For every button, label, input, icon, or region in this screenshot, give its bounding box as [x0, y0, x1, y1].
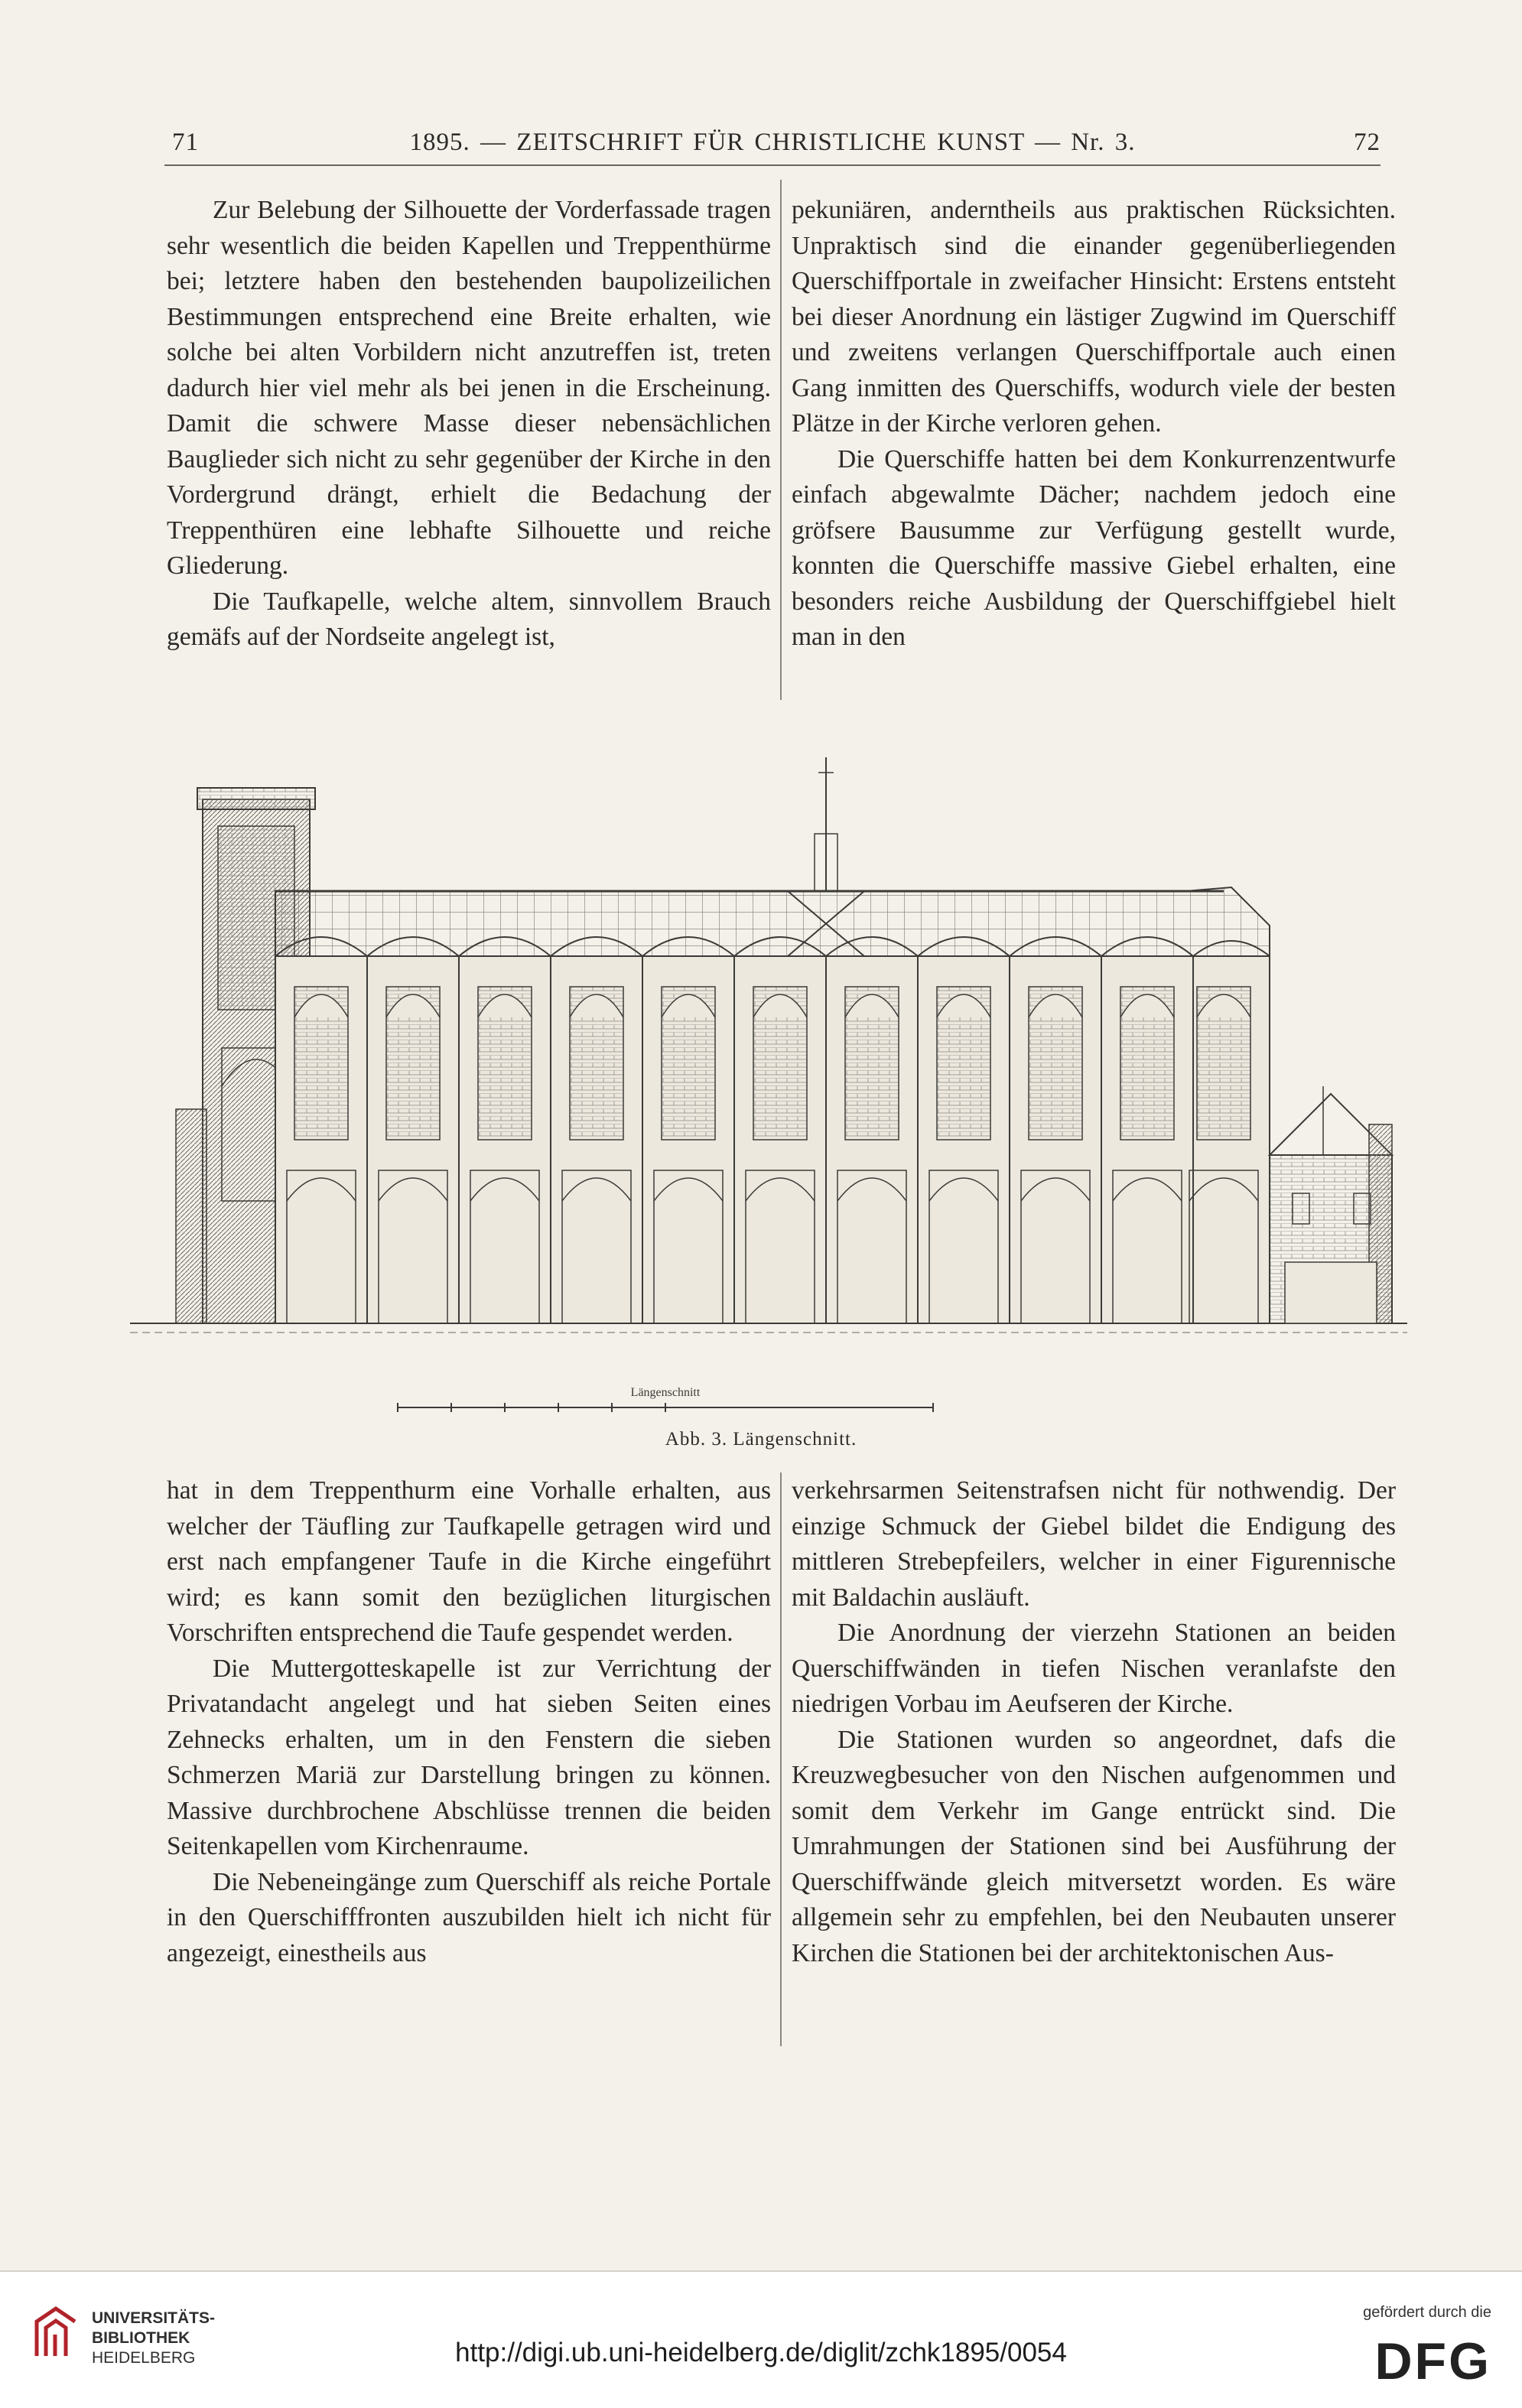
header-rule	[164, 164, 1381, 166]
page-number-right: 72	[1354, 129, 1381, 156]
text-column-bottom-left	[167, 1473, 771, 1971]
library-name: UNIVERSITÄTS- BIBLIOTHEK HEIDELBERG	[92, 2309, 216, 2367]
funder-label: gefördert durch die	[1363, 2304, 1491, 2321]
nave-bays	[275, 956, 1270, 1323]
figure-caption: Abb. 3. Längenschnitt.	[665, 1429, 857, 1450]
column-divider-bottom	[780, 1472, 782, 2046]
paragraph: Die Taufkapelle, welche altem, sinnvollem Brauch gemäfs auf der Nordseite angelegt ist,	[167, 587, 771, 651]
church-longitudinal-section-figure	[130, 727, 1407, 1415]
footer-bar	[0, 2270, 1522, 2408]
text-column-top-right	[792, 193, 1396, 656]
permalink-url[interactable]: http://digi.ub.uni-heidelberg.de/diglit/zchk1895/0054	[455, 2338, 1067, 2367]
paragraph: Zur Belebung der Silhouette der Vorderfassade tragen sehr wesentlich die beiden Kapellen und Treppenthürme bei; letztere haben den bestehenden baupolizeilichen Bestimmungen entsprechend eine Breite erhalten, wie solche bei alten Vorbildern nicht anzutreffen ist, treten dadurch hier viel mehr als bei jenen in die Erscheinung. Damit die schwere Masse dieser nebensächlichen Bauglieder sich nicht zu sehr gegenüber der Kirche in den Vordergrund drängt, erhielt die Bedachung der Treppenthüren eine lebhafte Silhouette und reiche Gliederung.	[167, 196, 771, 580]
paragraph: hat in dem Treppenthurm eine Vorhalle erhalten, aus welcher der Täufling zur Taufkapelle getragen wird und erst nach empfangener Taufe in die Kirche eingeführt wird; es kann somit den bezüglichen liturgischen Vorschriften entsprechend die Taufe gespendet werden.	[167, 1476, 771, 1647]
paragraph: Die Querschiffe hatten bei dem Konkurrenzentwurfe einfach abgewalmte Dächer; nachdem jedoch eine gröfsere Bausumme zur Verfügung gestellt wurde, konnten die Querschiffe massive Giebel erhalten, eine besonders reiche Ausbildung der Querschiffgiebel hielt man in den	[792, 444, 1396, 651]
paragraph: Die Stationen wurden so angeordnet, dafs die Kreuzwegbesucher von den Nischen aufgenommen und somit dem Verkehr im Gange entrückt sind. Die Umrahmungen der Stationen sind bei Ausführung der Querschiffwände gleich mitversetzt worden. Es wäre allgemein sehr zu empfehlen, bei den Neubauten unserer Kirchen die Stationen bei der architektonischen Aus-	[792, 1725, 1396, 1967]
page-number-left: 71	[172, 129, 199, 156]
text-column-top-left	[167, 193, 771, 656]
running-header	[164, 122, 1381, 161]
scale-label: Längenschnitt	[630, 1386, 701, 1399]
crossing-spire	[815, 757, 837, 891]
paragraph: verkehrsarmen Seitenstrafsen nicht für nothwendig. Der einzige Schmuck der Giebel bildet die Endigung des mittleren Strebepfeilers, welcher in einer Figurennische mit Baldachin ausläuft.	[792, 1476, 1396, 1612]
paragraph: Die Muttergotteskapelle ist zur Verrichtung der Privatandacht angelegt und hat sieben Seiten eines Zehnecks erhalten, um in den Fenstern die sieben Schmerzen Mariä zur Darstellung bringen zu können. Massive durchbrochene Abschlüsse trennen die beiden Seitenkapellen vom Kirchenraume.	[167, 1654, 771, 1860]
dfg-logo: DFG	[1374, 2332, 1491, 2390]
paragraph: Die Nebeneingänge zum Querschiff als reiche Portale in den Querschifffronten auszubilden hielt ich nicht für angezeigt, einestheils aus	[167, 1867, 771, 1967]
sacristy-annex	[1270, 1086, 1392, 1323]
column-divider-top	[780, 180, 782, 700]
scale-bar	[398, 1386, 933, 1412]
nave-roof	[275, 887, 1270, 956]
paragraph: Die Anordnung der vierzehn Stationen an beiden Querschiffwänden in tiefen Nischen veranlafste den niedrigen Vorbau im Aeufseren der Kirche.	[792, 1619, 1396, 1718]
journal-title: 1895. — ZEITSCHRIFT FÜR CHRISTLICHE KUNST — Nr. 3.	[409, 129, 1136, 156]
paragraph: pekuniären, anderntheils aus praktischen Rücksichten. Unpraktisch sind die einander gegenüberliegenden Querschiffportale in zweifacher Hinsicht: Erstens entsteht bei dieser Anordnung ein lästiger Zugwind im Querschiff und zweitens verlangen Querschiffportale auch einen Gang inmitten des Querschiffs, wodurch viele der besten Plätze in der Kirche verloren gehen.	[792, 196, 1396, 438]
text-column-bottom-right	[792, 1473, 1396, 1971]
